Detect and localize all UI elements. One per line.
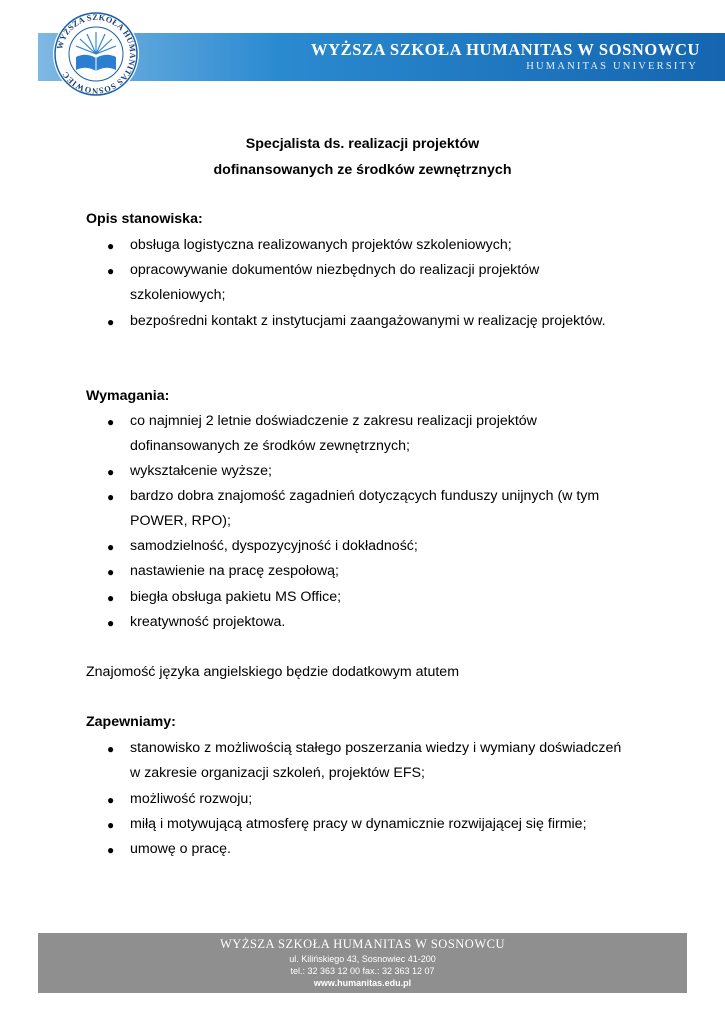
bullet-icon: ● (107, 490, 115, 504)
job-title-line-2: dofinansowanych ze środków zewnętrznych (213, 162, 512, 178)
header-title: WYŻSZA SZKOŁA HUMANITAS W SOSNOWCU (311, 40, 700, 59)
footer-phone: tel.: 32 363 12 00 fax.: 32 363 12 07 (290, 966, 435, 976)
footer-address: ul. Kilińskiego 43, Sosnowiec 41-200 (289, 954, 436, 964)
footer-website-link[interactable]: www.humanitas.edu.pl (313, 978, 412, 988)
list-item: nastawienie na pracę zespołową; (130, 563, 340, 579)
bullet-icon: ● (107, 742, 115, 756)
bullet-icon: ● (107, 264, 115, 278)
list-item: kreatywność projektowa. (130, 614, 286, 630)
list-item: umowę o pracę. (130, 841, 231, 857)
list-item: wykształcenie wyższe; (130, 463, 272, 479)
bullet-icon: ● (107, 540, 115, 554)
bullet-icon: ● (107, 616, 115, 630)
list-item-continuation: w zakresie organizacji szkoleń, projektów EFS; (130, 765, 425, 781)
logo-ring-text: WYŻSZA SZKOŁA HUMANITAS SOSNOWIEC (55, 12, 138, 96)
list-item: możliwość rozwoju; (130, 791, 253, 807)
page-header (0, 0, 725, 110)
offer-heading: Zapewniamy: (86, 714, 176, 730)
list-item: opracowywanie dokumentów niezbędnych do realizacji projektów (130, 262, 540, 278)
bullet-icon: ● (107, 565, 115, 579)
list-item-continuation: POWER, RPO); (130, 513, 231, 529)
bullet-icon: ● (107, 818, 115, 832)
university-logo-icon (52, 10, 140, 98)
list-item: samodzielność, dyspozycyjność i dokładność; (130, 538, 418, 554)
bullet-icon: ● (107, 843, 115, 857)
bullet-icon: ● (107, 591, 115, 605)
list-item: co najmniej 2 letnie doświadczenie z zakresu realizacji projektów (130, 413, 537, 429)
bullet-icon: ● (107, 315, 115, 329)
bullet-icon: ● (107, 465, 115, 479)
list-item: miłą i motywującą atmosferę pracy w dynamicznie rozwijającej się firmie; (130, 816, 587, 832)
list-item-continuation: szkoleniowych; (130, 287, 226, 303)
page-footer (38, 933, 687, 993)
header-subtitle: HUMANITAS UNIVERSITY (526, 61, 698, 72)
list-item: bardzo dobra znajomość zagadnień dotyczących funduszy unijnych (w tym (130, 488, 600, 504)
footer-title: WYŻSZA SZKOŁA HUMANITAS W SOSNOWCU (220, 937, 505, 951)
description-heading: Opis stanowiska: (86, 211, 203, 227)
requirements-heading: Wymagania: (86, 388, 170, 404)
bullet-icon: ● (107, 793, 115, 807)
list-item-continuation: dofinansowanych ze środków zewnętrznych; (130, 438, 410, 454)
list-item: stanowisko z możliwością stałego poszerzania wiedzy i wymiany doświadczeń (130, 740, 622, 756)
list-item: biegła obsługa pakietu MS Office; (130, 589, 342, 605)
list-item: obsługa logistyczna realizowanych projektów szkoleniowych; (130, 237, 512, 253)
job-title-line-1: Specjalista ds. realizacji projektów (245, 136, 480, 152)
bullet-icon: ● (107, 239, 115, 253)
list-item: bezpośredni kontakt z instytucjami zaangażowanymi w realizację projektów. (130, 313, 606, 329)
bullet-icon: ● (107, 415, 115, 429)
language-note: Znajomość języka angielskiego będzie dodatkowym atutem (86, 664, 460, 680)
